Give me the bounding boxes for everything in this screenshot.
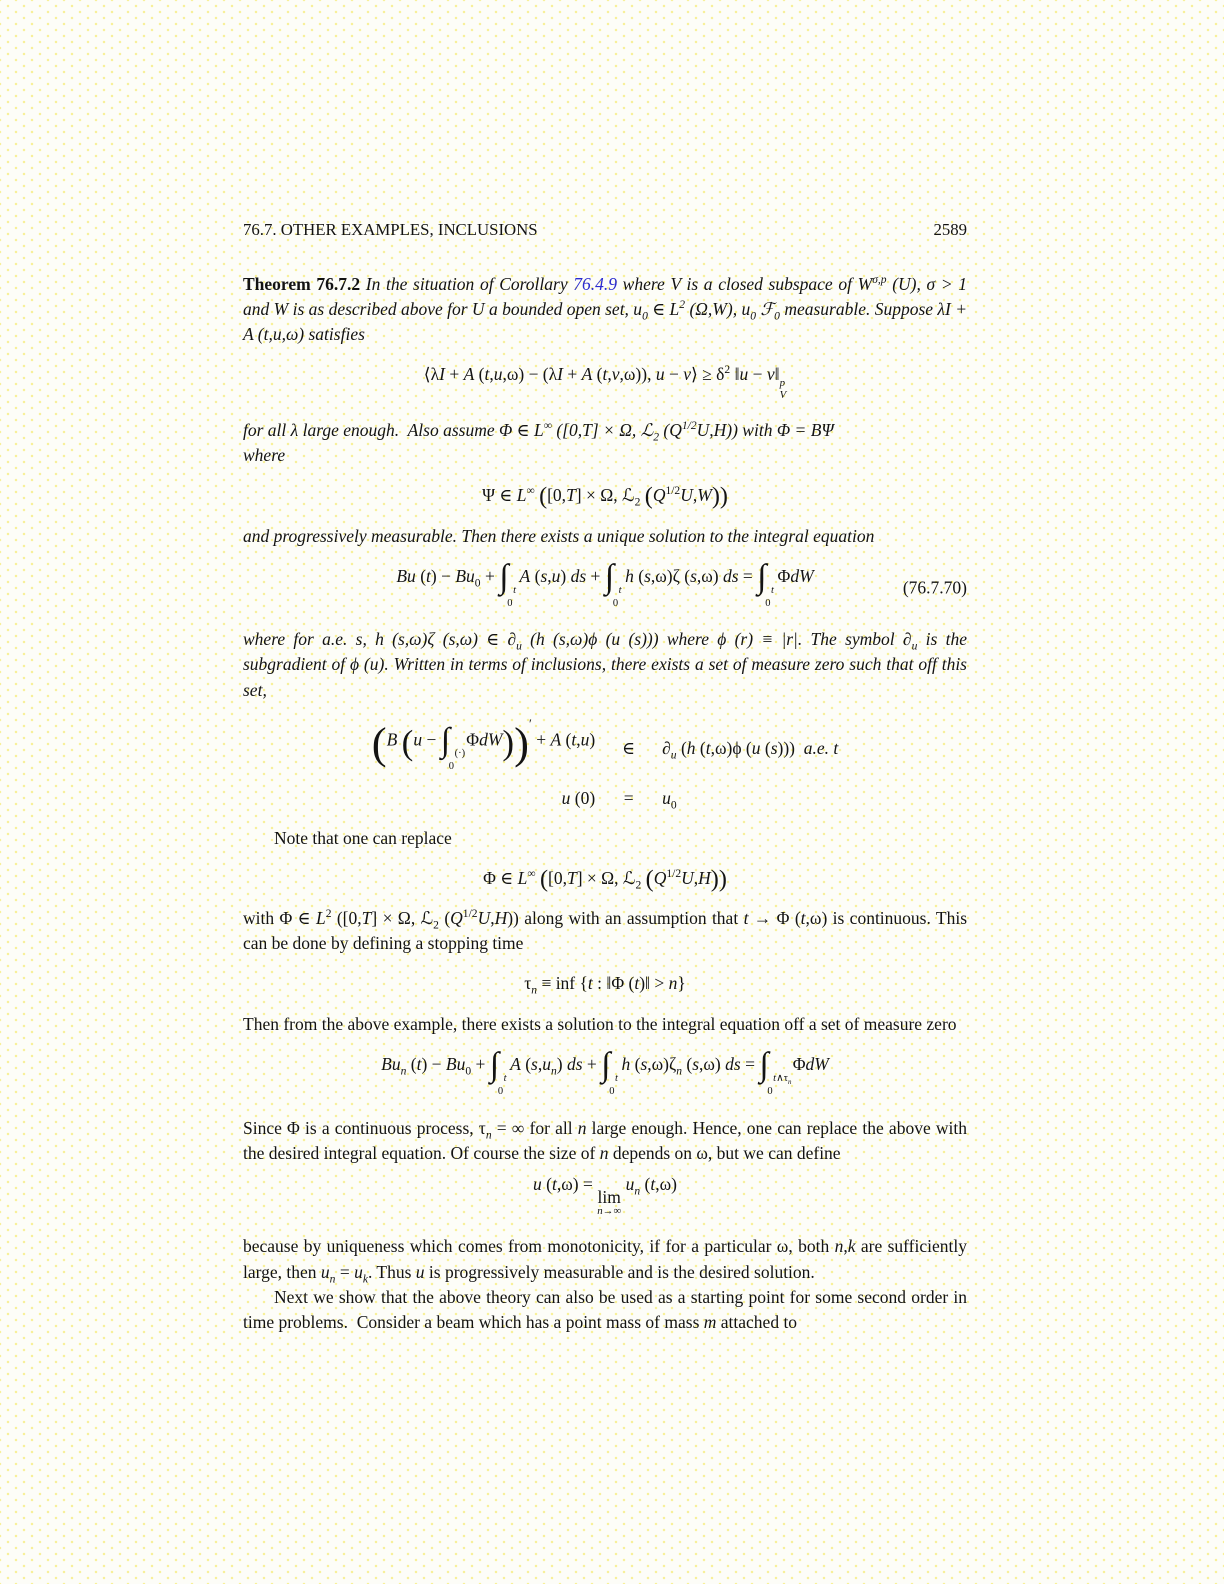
display-equation-psi: Ψ ∈ L∞ ([0,T] × Ω, ℒ$_2$ $(Q^{1/2}U,W)$) bbox=[482, 482, 728, 510]
equals-relation: = bbox=[623, 787, 634, 808]
paragraph-for-all-lambda: for all λ large enough. Also assume Φ ∈ L∞ ([0,T] × Ω, ℒ$_2$ $(Q^{1/2}U,H)$) with Φ = BΨ where bbox=[243, 420, 834, 466]
integral-equation: Bu $(t) - Bu_0$ + ∫ t 0 A (s,u) ds + ∫ t 0 h (s,ω)ζ (s,ω) ds = ∫ t 0 ΦdW bbox=[396, 558, 814, 610]
paragraph-subgradient: where for a.e. s, h (s,ω)ζ (s,ω) ∈ $\partial_u$ (h (s,ω)ϕ (u (s))) where ϕ (r) ≡ |r|. The symbol $\partial_u$ is the subgradient of ϕ (u). Written in terms of inclusions, there exists a set of measure zero such that off this set, bbox=[243, 629, 967, 700]
initial-condition-row bbox=[372, 781, 839, 816]
display-inclusion-system bbox=[372, 717, 839, 816]
display-equation-limit: u (t,ω) = lim n→∞ $u_n$ (t,ω) bbox=[533, 1173, 677, 1218]
display-equation-integral-numbered bbox=[243, 558, 967, 610]
page-number: 2589 bbox=[933, 220, 967, 239]
paragraph-because-uniqueness: because by uniqueness which comes from monotonicity, if for a particular ω, both n,k are sufficiently large, then $u_n = u_k$. Thus u is progressively measurable and is the desired solution. bbox=[243, 1236, 967, 1285]
paragraph-with-phi: with Φ ∈ $L^2$ ([0,T] × Ω, ℒ$_2$ $(Q^{1/2}U,H)$) along with an assumption that t → Φ (t,ω) is continuous. This can be done by defining a stopping time bbox=[243, 908, 968, 954]
initial-condition-lhs: u (0) bbox=[561, 787, 596, 808]
theorem-label: Theorem 76.7.2 bbox=[243, 274, 361, 294]
display-equation-phi-linf: Φ ∈ L∞ ([0,T] × Ω, ℒ$_2$ $(Q^{1/2}U,H)$) bbox=[483, 864, 727, 892]
inclusion-lhs: (B (u − ∫ (·) 0 ΦdW))′ + A (t,u) bbox=[371, 715, 596, 773]
paragraph-next-beam: Next we show that the above theory can also be used as a starting point for some second order in time problems. Consider a beam which has a point mass of mass m attached to bbox=[243, 1286, 967, 1332]
paragraph-progressively-measurable: and progressively measurable. Then there exists a unique solution to the integral equation bbox=[243, 526, 875, 547]
paragraph-since-phi: Since Φ is a continuous process, $\tau_n$ = ∞ for all n large enough. Hence, one can replace the above with the desired integral equation. Of course the size of n depends on ω, but we can define bbox=[243, 1117, 967, 1163]
theorem-paragraph bbox=[243, 272, 967, 347]
paragraph-then-from-example: Then from the above example, there exists a solution to the integral equation off a set of measure zero bbox=[243, 1014, 957, 1035]
corollary-reference-link[interactable]: 76.4.9 bbox=[573, 274, 618, 294]
equation-number: (76.7.70) bbox=[902, 577, 967, 598]
element-of-relation: ∈ bbox=[622, 738, 636, 758]
theorem-text-before-link: In the situation of Corollary bbox=[365, 274, 568, 294]
page-header bbox=[243, 220, 967, 240]
display-equation-monotonicity: ⟨λI + A (t,u,ω) − (λI + A (t,v,ω)), u − v⟩ ≥ $\delta^2$ ‖u − v‖ p V bbox=[423, 364, 787, 402]
inclusion-rhs: $\partial_u$ (h (t,ω)ϕ (u (s))) a.e. t bbox=[662, 738, 839, 762]
paragraph-note: Note that one can replace bbox=[274, 827, 452, 848]
inclusion-row bbox=[372, 717, 839, 781]
display-equation-integral-n: $Bu_n$ $(t) - Bu_0$ + ∫ t 0 A $(s,u_n)$ ds + ∫ t 0 h $(s,\omega)\zeta_n$ (s,ω) ds = ∫ $t\wedge\tau_n$ 0 ΦdW bbox=[381, 1046, 829, 1098]
display-equation-stopping-time: $\tau_n$ ≡ inf {t : ‖Φ (t)‖ > n} bbox=[524, 973, 686, 997]
theorem-text-after-link: where V is a closed subspace of $W^{\sigma,p}$ (U), σ > 1 and W is as described above for U a bounded open set, $u_0$ ∈ $L^2$ (Ω,W), $u_0$ ℱ$_0$ measurable. Suppose λI + A (t,u,ω) satisfies bbox=[243, 274, 968, 345]
section-heading: 76.7. OTHER EXAMPLES, INCLUSIONS bbox=[243, 220, 538, 239]
initial-condition-rhs: $u_0$ bbox=[662, 787, 677, 811]
